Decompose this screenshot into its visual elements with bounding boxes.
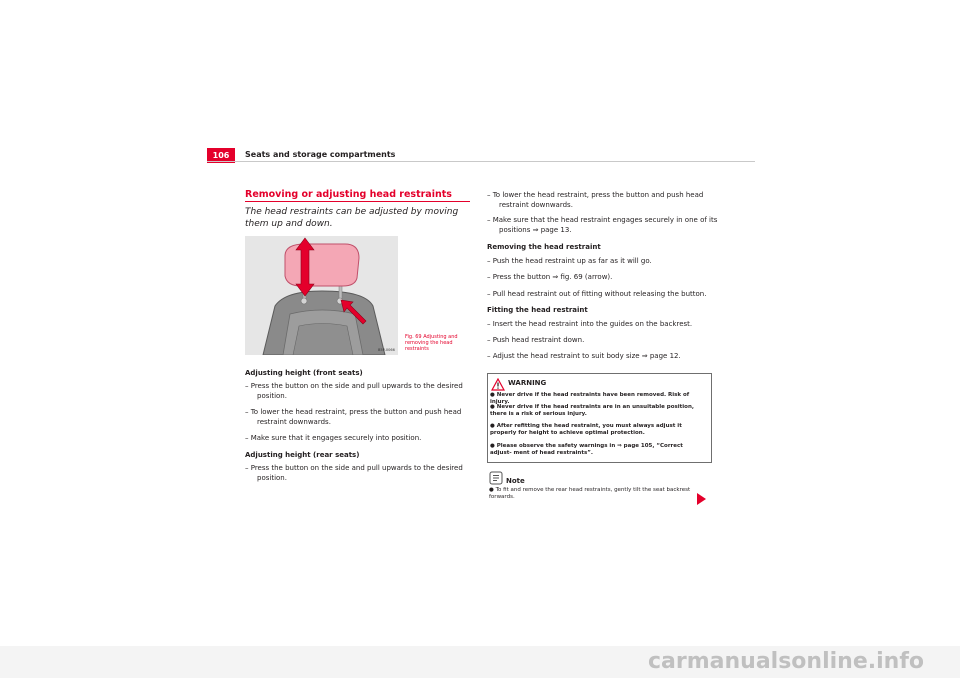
warning-item-4: ● Please observe the safety warnings in ⇒ page 105, “Correct adjust- ment of head restraints”. bbox=[490, 443, 683, 456]
rear-step-3: – Make sure that the head restraint engages securely in one of its positions ⇒ page 13. bbox=[487, 216, 718, 234]
warning-item-2: ● Never drive if the head restraints are in an unsuitable position, there is a risk of serious injury. bbox=[490, 404, 694, 417]
figure-caption: Fig. 69 Adjusting and removing the head restraints bbox=[405, 334, 458, 352]
removing-step-2: – Press the button ⇒ fig. 69 (arrow). bbox=[487, 273, 613, 281]
section-title: Removing or adjusting head restraints bbox=[245, 189, 452, 200]
header-rule bbox=[207, 161, 755, 162]
fitting-heading: Fitting the head restraint bbox=[487, 306, 588, 314]
warning-item-3: ● After refitting the head restraint, you must always adjust it properly for height to achieve optimal protection. bbox=[490, 423, 682, 436]
front-step-3: – Make sure that it engages securely into position. bbox=[245, 434, 422, 442]
rear-step-1: – Press the button on the side and pull upwards to the desired position. bbox=[245, 464, 463, 482]
bullet-icon: ● bbox=[490, 423, 497, 429]
figure-code: B5P-0066 bbox=[378, 348, 395, 352]
note-title: Note bbox=[506, 477, 525, 485]
warning-item-1: ● Never drive if the head restraints have been removed. Risk of injury. bbox=[490, 392, 690, 405]
fitting-step-2: – Push head restraint down. bbox=[487, 336, 585, 344]
bullet-icon: ● bbox=[490, 443, 497, 449]
head-restraint-illustration bbox=[245, 236, 398, 355]
bullet-icon: ● bbox=[490, 404, 497, 410]
bullet-icon: ● bbox=[489, 487, 496, 493]
warning-title: WARNING bbox=[508, 379, 547, 387]
running-head: Seats and storage compartments bbox=[245, 150, 396, 159]
note-text: ● To fit and remove the rear head restraints, gently tilt the seat backrest forwards. bbox=[489, 487, 691, 500]
bullet-icon: ● bbox=[490, 392, 497, 398]
section-intro: The head restraints can be adjusted by moving them up and down. bbox=[245, 207, 459, 229]
fitting-step-1: – Insert the head restraint into the guides on the backrest. bbox=[487, 320, 693, 328]
fitting-step-3: – Adjust the head restraint to suit body size ⇒ page 12. bbox=[487, 352, 681, 360]
removing-step-3: – Pull head restraint out of fitting without releasing the button. bbox=[487, 290, 707, 298]
watermark-text: carmanualsonline.info bbox=[648, 649, 924, 674]
removing-step-1: – Push the head restraint up as far as it will go. bbox=[487, 257, 652, 265]
front-step-1: – Press the button on the side and pull upwards to the desired position. bbox=[245, 382, 463, 400]
rear-seats-heading: Adjusting height (rear seats) bbox=[245, 451, 360, 459]
front-step-2: – To lower the head restraint, press the button and push head restraint downwards. bbox=[245, 408, 462, 426]
rear-step-2: – To lower the head restraint, press the button and push head restraint downwards. bbox=[487, 191, 704, 209]
section-rule bbox=[245, 201, 470, 202]
front-seats-heading: Adjusting height (front seats) bbox=[245, 369, 363, 377]
continue-arrow-icon bbox=[697, 493, 706, 505]
removing-heading: Removing the head restraint bbox=[487, 243, 601, 251]
page-number: 106 bbox=[207, 148, 235, 163]
figure-head-restraint bbox=[245, 236, 398, 355]
